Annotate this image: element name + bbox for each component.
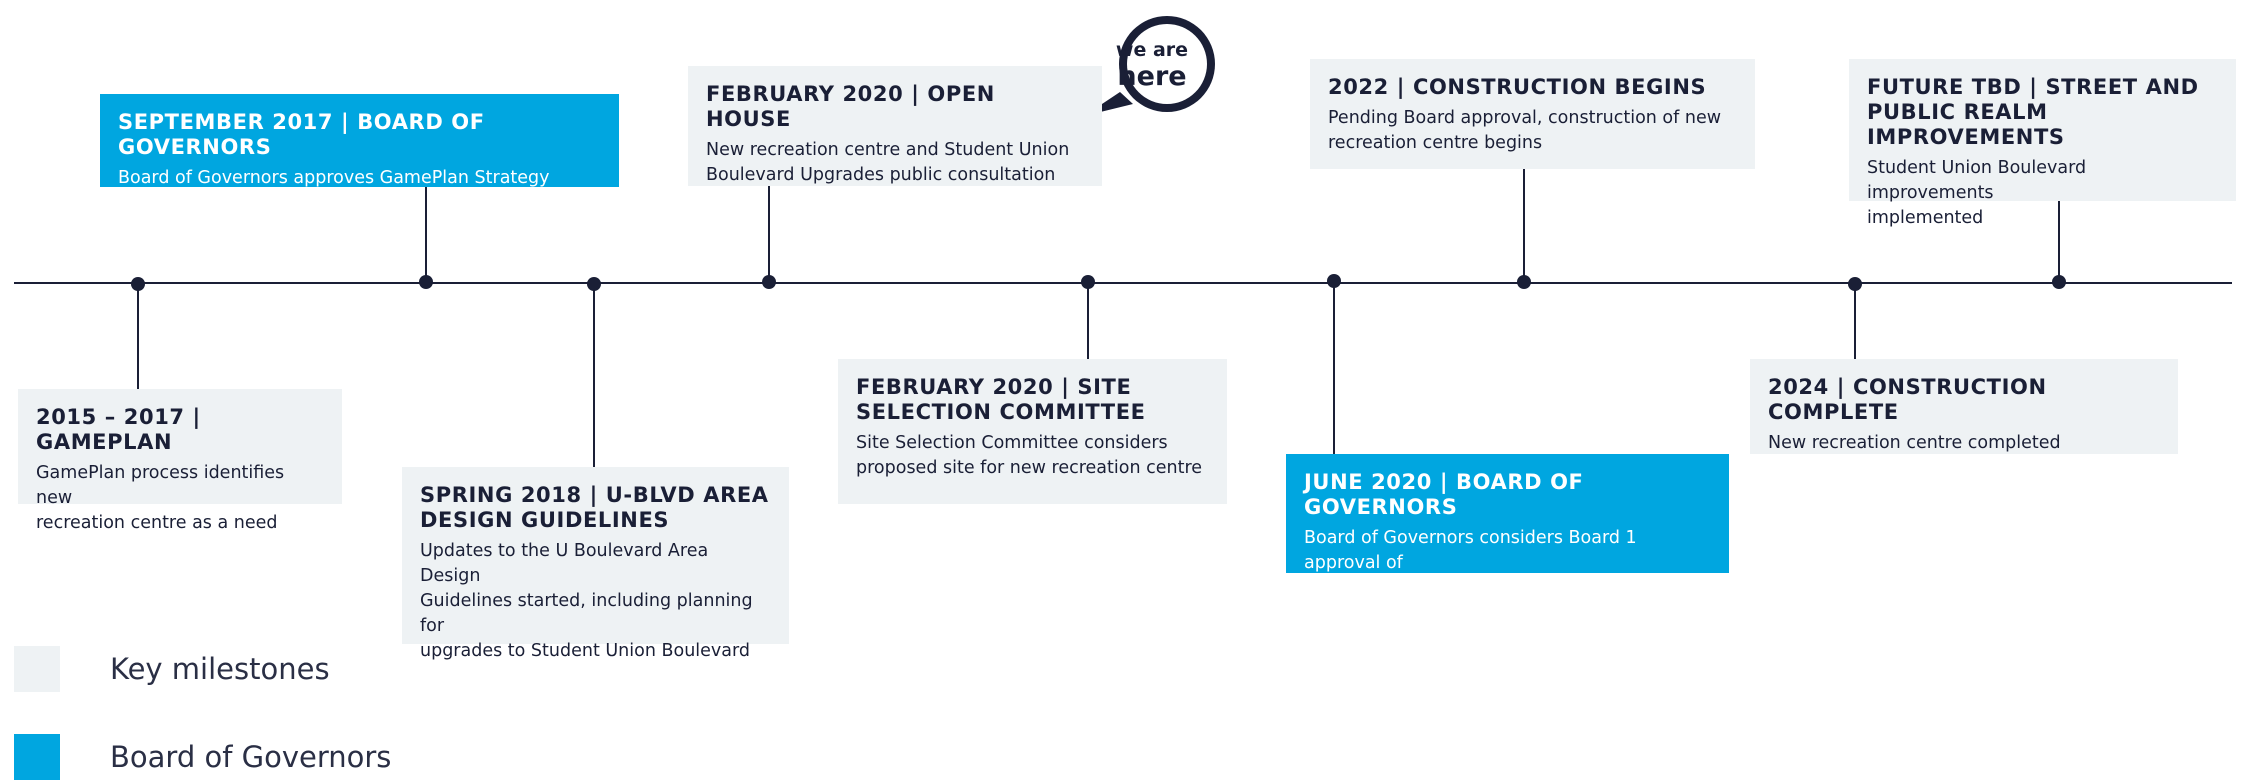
milestone-title: SEPTEMBER 2017 | BOARD OF GOVERNORS <box>118 110 485 159</box>
milestone-title: JUNE 2020 | BOARD OF GOVERNORS <box>1304 470 1584 519</box>
milestone-description: Student Union Boulevard improvements implemented <box>1867 158 2087 228</box>
milestone-title: FUTURE TBD | STREET AND PUBLIC REALM IMPROVEMENTS <box>1867 75 2199 149</box>
milestone-title: 2022 | CONSTRUCTION BEGINS <box>1328 75 1707 99</box>
milestone-card-construction-begins <box>1310 59 1755 169</box>
timeline-dot <box>1848 277 1862 291</box>
milestone-card-future <box>1849 59 2236 228</box>
legend-label: Board of Governors <box>110 740 392 774</box>
milestone-description: Updates to the U Boulevard Area Design Guidelines started, including planning for upgrades to Student Union Boulevard <box>420 541 753 661</box>
timeline-dot <box>419 275 433 289</box>
legend-item-key-milestones <box>14 646 330 692</box>
milestone-card-june-2020 <box>1286 454 1729 598</box>
timeline-dot <box>1517 275 1531 289</box>
milestone-card-open-house <box>688 66 1102 186</box>
milestone-title: SPRING 2018 | U-BLVD AREA DESIGN GUIDELINES <box>420 483 769 532</box>
milestone-description: Board of Governors considers Board 1 approval of a new recreation centre <box>1304 528 1637 598</box>
milestone-title: FEBRUARY 2020 | SITE SELECTION COMMITTEE <box>856 375 1146 424</box>
milestone-description: New recreation centre completed <box>1768 433 2061 453</box>
we-are-here-text <box>1113 38 1191 92</box>
legend-item-board-of-governors <box>14 734 391 780</box>
legend-swatch-key <box>14 646 60 692</box>
timeline-dot <box>2052 275 2066 289</box>
milestone-title: FEBRUARY 2020 | OPEN HOUSE <box>706 82 995 131</box>
milestone-description: Board of Governors approves GamePlan Strategy <box>118 168 550 188</box>
timeline-dot <box>1081 275 1095 289</box>
timeline-dot <box>1327 274 1341 288</box>
milestone-card-site-selection <box>838 359 1227 504</box>
timeline-dot <box>587 277 601 291</box>
milestone-title: 2024 | CONSTRUCTION COMPLETE <box>1768 375 2047 424</box>
milestone-card-sept-2017 <box>100 94 619 187</box>
legend-swatch-gov <box>14 734 60 780</box>
milestone-description: New recreation centre and Student Union Boulevard Upgrades public consultation <box>706 140 1070 185</box>
milestone-card-spring-2018 <box>402 467 789 661</box>
milestone-description: Site Selection Committee considers proposed site for new recreation centre <box>856 433 1203 478</box>
milestone-card-construction-complete <box>1750 359 2178 454</box>
milestone-title: 2015 – 2017 | GAMEPLAN <box>36 405 201 454</box>
timeline-dot <box>131 277 145 291</box>
legend-label: Key milestones <box>110 652 330 686</box>
milestone-card-gameplan <box>18 389 342 533</box>
milestone-description: GamePlan process identifies new recreation centre as a need <box>36 463 285 533</box>
milestone-description: Pending Board approval, construction of new recreation centre begins <box>1328 108 1722 153</box>
timeline-dot <box>762 275 776 289</box>
callout-line1: we are <box>1115 39 1189 61</box>
callout-line2: here <box>1117 61 1187 92</box>
